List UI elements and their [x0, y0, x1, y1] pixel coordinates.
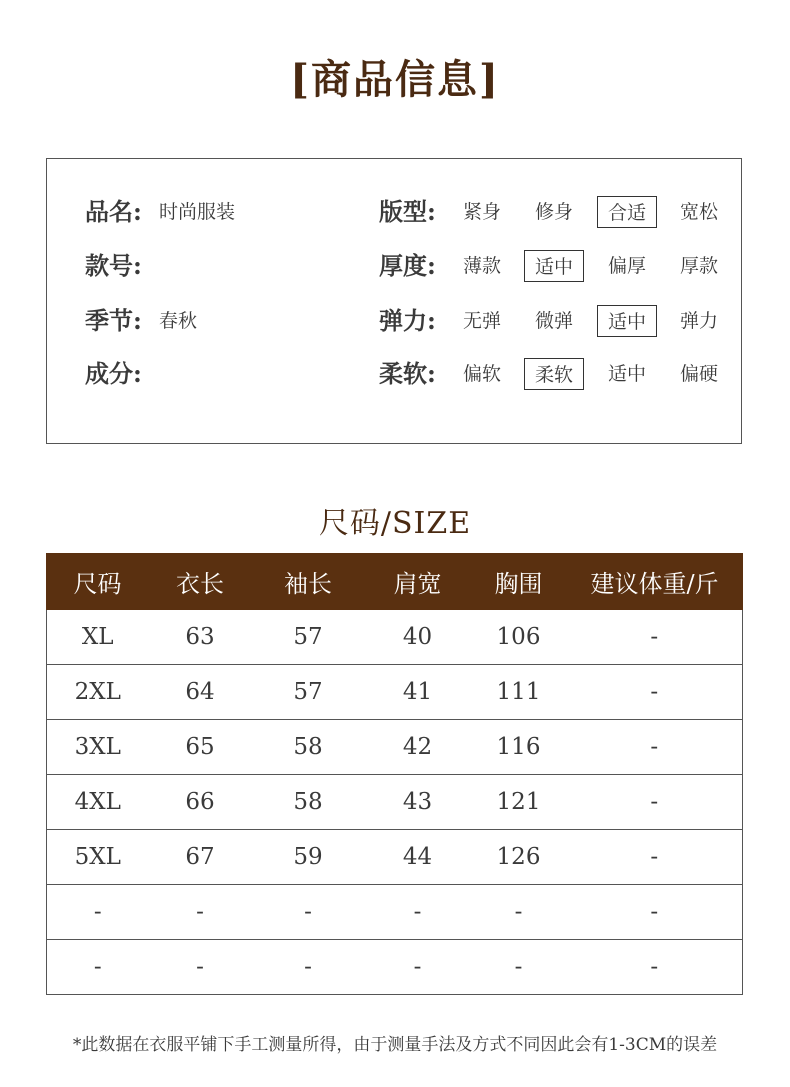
table-cell: 5XL	[47, 830, 149, 885]
table-cell: -	[567, 885, 743, 940]
elasticity-option: 微弹	[534, 310, 573, 332]
elasticity-option: 适中	[597, 305, 657, 337]
table-cell: 40	[365, 610, 471, 665]
softness-option: 偏软	[462, 363, 501, 385]
fit-option: 紧身	[462, 201, 501, 223]
info-row	[47, 246, 741, 286]
elasticity-label: 弹力:	[379, 306, 436, 335]
table-cell: -	[471, 885, 567, 940]
softness-option: 适中	[607, 363, 646, 385]
thickness-option: 偏厚	[607, 255, 646, 277]
table-cell: 3XL	[47, 720, 149, 775]
table-cell: 121	[471, 775, 567, 830]
table-cell: 66	[149, 775, 252, 830]
elasticity-option: 弹力	[679, 310, 718, 332]
table-cell: 111	[471, 665, 567, 720]
softness-option: 偏硬	[679, 363, 718, 385]
table-cell: 67	[149, 830, 252, 885]
product-name-value: 时尚服装	[159, 201, 236, 223]
table-cell: -	[567, 775, 743, 830]
table-cell: 4XL	[47, 775, 149, 830]
thickness-label: 厚度:	[379, 251, 436, 280]
table-cell: 44	[365, 830, 471, 885]
table-cell: 43	[365, 775, 471, 830]
table-row	[47, 940, 743, 995]
table-row	[47, 720, 743, 775]
softness-option: 柔软	[524, 358, 584, 390]
info-row	[47, 301, 741, 341]
material-label: 成分:	[85, 359, 142, 388]
header-weight: 建议体重/斤	[567, 554, 743, 610]
header-sleeve: 袖长	[252, 554, 365, 610]
header-chest: 胸围	[471, 554, 567, 610]
table-row	[47, 885, 743, 940]
fit-option: 宽松	[679, 201, 718, 223]
table-row	[47, 665, 743, 720]
table-cell: -	[567, 720, 743, 775]
season-value: 春秋	[159, 310, 198, 332]
softness-label: 柔软:	[379, 359, 436, 388]
table-cell: 41	[365, 665, 471, 720]
elasticity-option: 无弹	[462, 310, 501, 332]
header-shoulder: 肩宽	[365, 554, 471, 610]
header-length: 衣长	[149, 554, 252, 610]
table-cell: -	[365, 885, 471, 940]
table-row	[47, 610, 743, 665]
size-table	[46, 553, 743, 995]
table-cell: 2XL	[47, 665, 149, 720]
table-cell: 65	[149, 720, 252, 775]
product-name-label: 品名:	[85, 197, 142, 226]
size-section-title: 尺码/SIZE	[318, 506, 472, 541]
fit-label: 版型:	[379, 197, 436, 226]
table-cell: 116	[471, 720, 567, 775]
page-title: [商品信息]	[290, 56, 500, 103]
size-table-header	[47, 554, 743, 610]
table-cell: -	[252, 940, 365, 995]
table-cell: 126	[471, 830, 567, 885]
measurement-note: *此数据在衣服平铺下手工测量所得，由于测量手法及方式不同因此会有1-3CM的误差	[72, 1035, 718, 1055]
table-cell: -	[47, 940, 149, 995]
table-cell: -	[567, 610, 743, 665]
table-cell: -	[567, 665, 743, 720]
table-cell: 64	[149, 665, 252, 720]
info-row	[47, 354, 741, 394]
table-cell: 58	[252, 775, 365, 830]
product-info-box	[46, 158, 742, 444]
fit-option: 修身	[534, 201, 573, 223]
table-cell: -	[47, 885, 149, 940]
table-cell: -	[365, 940, 471, 995]
header-size: 尺码	[47, 554, 149, 610]
table-cell: 57	[252, 665, 365, 720]
style-number-label: 款号:	[85, 251, 142, 280]
table-cell: 57	[252, 610, 365, 665]
table-cell: 106	[471, 610, 567, 665]
fit-option: 合适	[597, 196, 657, 228]
table-cell: XL	[47, 610, 149, 665]
table-cell: 63	[149, 610, 252, 665]
table-cell: 42	[365, 720, 471, 775]
table-cell: -	[567, 940, 743, 995]
table-cell: -	[252, 885, 365, 940]
info-row	[47, 192, 741, 232]
thickness-option: 厚款	[679, 255, 718, 277]
table-cell: 58	[252, 720, 365, 775]
season-label: 季节:	[85, 306, 142, 335]
table-row	[47, 775, 743, 830]
thickness-option: 适中	[524, 250, 584, 282]
table-cell: -	[567, 830, 743, 885]
table-cell: 59	[252, 830, 365, 885]
table-cell: -	[471, 940, 567, 995]
thickness-option: 薄款	[462, 255, 501, 277]
table-cell: -	[149, 885, 252, 940]
table-cell: -	[149, 940, 252, 995]
table-row	[47, 830, 743, 885]
